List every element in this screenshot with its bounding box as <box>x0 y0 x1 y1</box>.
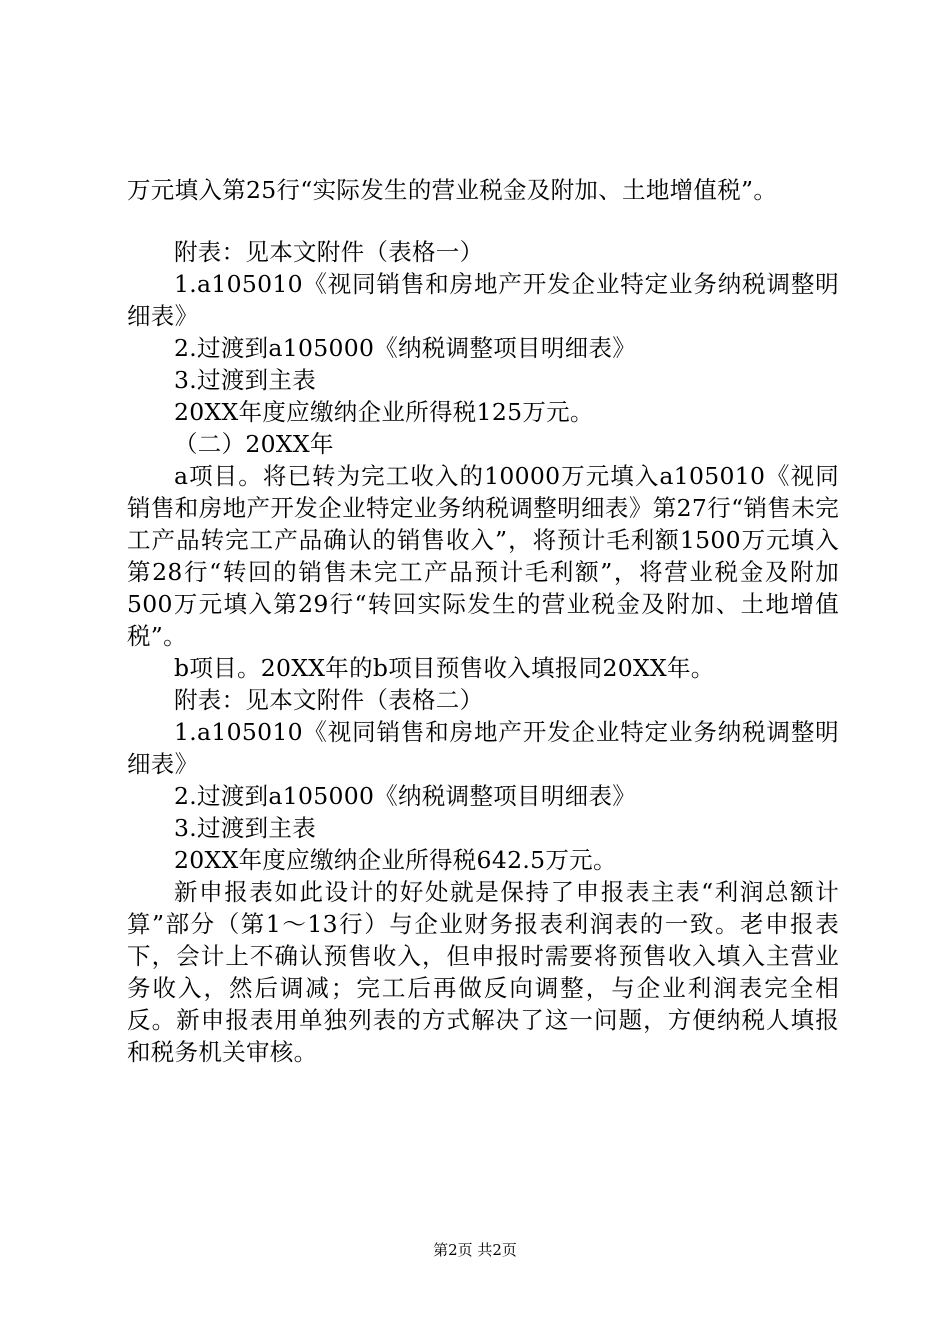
paragraph-tax-result-2: 20XX年度应缴纳企业所得税642.5万元。 <box>174 846 617 874</box>
paragraph-attachment-2: 附表：见本文附件（表格二） <box>174 686 484 714</box>
paragraph-tax-result-1: 20XX年度应缴纳企业所得税125万元。 <box>174 398 594 426</box>
paragraph-project-a: a项目。将已转为完工收入的10000万元填入a105010《视同销售和房地产开发企业特定业务纳税调整明细表》第27行“销售未完工产品转完工产品确认的销售收入”，将预计毛利额1500万元填入第28行“转回的销售未完工产品预计毛利额”，将营业税金及附加500万元填入第29行“转回实际发生的营业税金及附加、土地增值税”。 <box>127 462 839 650</box>
paragraph-attachment-1: 附表：见本文附件（表格一） <box>174 238 484 266</box>
paragraph-project-b: b项目。20XX年的b项目预售收入填报同20XX年。 <box>174 654 715 682</box>
paragraph-conclusion: 新申报表如此设计的好处就是保持了申报表主表“利润总额计算”部分（第1～13行）与企业财务报表利润表的一致。老申报表下，会计上不确认预售收入，但申报时需要将预售收入填入主营业务收入，然后调减；完工后再做反向调整，与企业利润表完全相反。新申报表用单独列表的方式解决了这一问题，方便纳税人填报和税务机关审核。 <box>127 878 839 1066</box>
paragraph-step-1a: 1.a105010《视同销售和房地产开发企业特定业务纳税调整明细表》 <box>127 270 839 330</box>
page-footer: 第2页 共2页 <box>433 1241 517 1259</box>
document-body <box>127 174 839 1068</box>
section-heading-2: （二）20XX年 <box>174 430 334 458</box>
paragraph-step-1b: 1.a105010《视同销售和房地产开发企业特定业务纳税调整明细表》 <box>127 718 839 778</box>
paragraph-step-2b: 2.过渡到a105000《纳税调整项目明细表》 <box>174 782 637 810</box>
paragraph-step-2a: 2.过渡到a105000《纳税调整项目明细表》 <box>174 334 637 362</box>
paragraph-step-3b: 3.过渡到主表 <box>174 814 317 842</box>
paragraph-step-3a: 3.过渡到主表 <box>174 366 317 394</box>
paragraph-continuation: 万元填入第25行“实际发生的营业税金及附加、土地增值税”。 <box>127 176 778 204</box>
